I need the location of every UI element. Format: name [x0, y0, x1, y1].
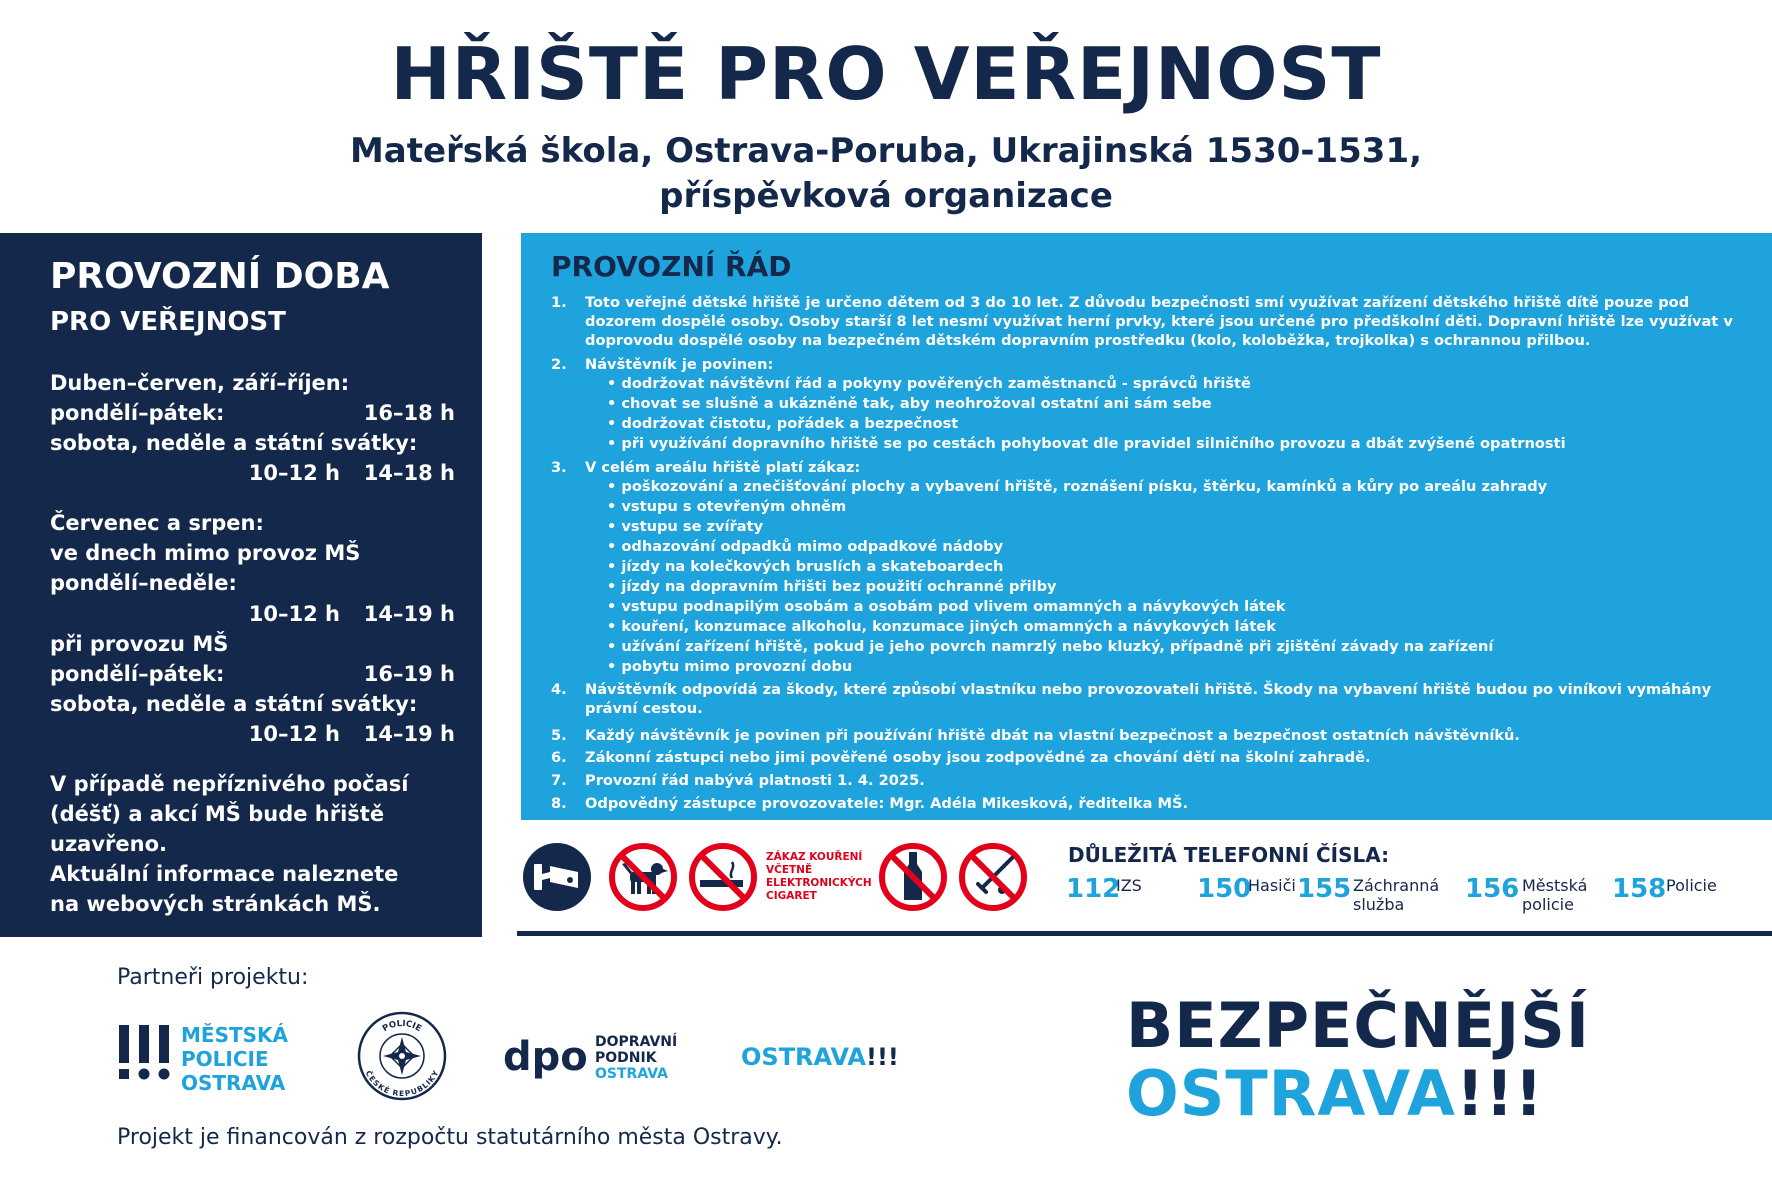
mpo-line3: OSTRAVA — [181, 1071, 286, 1095]
ostrava-word: OSTRAVA — [741, 1043, 867, 1071]
s2-weekend-time2: 14–19 h — [363, 722, 455, 746]
rule-2-bullet: • dodržovat čistotu, pořádek a bezpečnost — [607, 415, 959, 432]
hours-title: PROVOZNÍ DOBA — [50, 256, 390, 297]
rule-text: Návštěvník je povinen: — [585, 356, 774, 373]
dpo-line3: OSTRAVA — [595, 1066, 668, 1082]
rule-3-bullet: • jízdy na kolečkových bruslích a skateboardech — [607, 558, 1004, 575]
rule-text: Návštěvník odpovídá za škody, které způsobí vlastníku nebo provozovateli hřiště. Škody na vybavení hřiště budou po viníkovi vymáhány právní cestou. — [585, 681, 1712, 717]
exclamation-marks-icon — [117, 1025, 173, 1091]
rule-number: 7. — [551, 772, 567, 789]
s2-outside-days: pondělí–neděle: — [50, 571, 237, 595]
no-smoking-icon — [688, 842, 758, 912]
dpo-line2: PODNIK — [595, 1050, 657, 1066]
rule-5 — [551, 726, 1741, 745]
rule-2-bullet: • chovat se slušně a ukázněně tak, aby neohrožoval ostatní ani sám sebe — [607, 395, 1212, 412]
phone-label-ambulance-line1: Záchranná — [1353, 876, 1440, 895]
phone-label-ambulance-line2: služba — [1353, 895, 1405, 914]
mestska-policie-logo — [117, 1023, 307, 1095]
mpo-line2: POLICIE — [181, 1047, 269, 1071]
s2-weekend-label: sobota, neděle a státní svátky: — [50, 692, 418, 716]
s1-weekend-time2: 14–18 h — [363, 461, 455, 485]
opening-hours-panel — [0, 233, 482, 937]
ostrava-city-logo — [741, 1045, 899, 1069]
slogan-line1: BEZPEČNĚJŠÍ — [1126, 989, 1590, 1062]
s2-weekday-time: 16–19 h — [363, 662, 455, 686]
rules-title: PROVOZNÍ ŘÁD — [551, 250, 792, 283]
rule-number: 4. — [551, 681, 567, 698]
page-title: HŘIŠTĚ PRO VEŘEJNOST — [390, 32, 1382, 116]
rule-3-bullet: • kouření, konzumace alkoholu, konzumace jiných omamných a návykových látek — [607, 618, 1276, 635]
rule-1 — [551, 293, 1741, 350]
phones-title: DŮLEŽITÁ TELEFONNÍ ČÍSLA: — [1068, 843, 1390, 867]
s1-weekend-time1: 10–12 h — [248, 461, 340, 485]
no-drugs-icon — [958, 842, 1028, 912]
camera-icon — [522, 842, 592, 912]
rule-3-bullet: • poškozování a znečišťování plochy a vybavení hřiště, roznášení písku, štěrku, kamínků a kůry po areálu zahrady — [607, 478, 1548, 495]
smoking-ban-label: ZÁKAZ KOUŘENÍ VČETNĚ ELEKTRONICKÝCH CIGARET — [766, 851, 872, 902]
phone-label-city-police-line1: Městská — [1522, 876, 1588, 895]
dopravni-podnik-logo — [503, 1030, 693, 1090]
rule-text: Zákonní zástupci nebo jimi pověřené osoby jsou zodpovědné za chování dětí na školní zahradě. — [585, 749, 1371, 766]
rule-8 — [551, 794, 1741, 813]
phone-number-112: 112 — [1066, 874, 1121, 904]
slogan-line2 — [1126, 1057, 1544, 1130]
no-alcohol-icon — [878, 842, 948, 912]
s2-weekday-label: pondělí–pátek: — [50, 662, 225, 686]
season1-label: Duben–červen, září–říjen: — [50, 371, 350, 395]
rule-text: Provozní řád nabývá platnosti 1. 4. 2025. — [585, 772, 925, 789]
phone-label-city-police-line2: policie — [1522, 895, 1574, 914]
rule-3-bullet: • odhazování odpadků mimo odpadkové nádoby — [607, 538, 1004, 555]
mpo-line1: MĚSTSKÁ — [181, 1023, 288, 1047]
phone-number-156: 156 — [1465, 874, 1520, 904]
slogan-marks: !!! — [1455, 1057, 1544, 1130]
rule-number: 3. — [551, 459, 567, 476]
phone-number-155: 155 — [1297, 874, 1352, 904]
rule-text: Toto veřejné dětské hřiště je určeno dětem od 3 do 10 let. Z důvodu bezpečnosti smí využívat zařízení dětského hřiště dítě pouze pod dozorem dospělé osoby. Osoby starší 8 let nesmí využívat herní prvky, které jsou určené pro předškolní děti. Dopravní hřiště lze využívat v doprovodu dospělé osoby na bezpečném dětském dopravním prostředku (kolo, koloběžka, trojkolka) s ochrannou přilbou. — [585, 294, 1733, 349]
dpo-mark-icon — [503, 1036, 589, 1082]
hours-subtitle: PRO VEŘEJNOST — [50, 307, 286, 337]
rule-number: 5. — [551, 727, 567, 744]
phone-number-150: 150 — [1197, 874, 1252, 904]
rule-3-bullet: • vstupu se zvířaty — [607, 518, 764, 535]
rule-text: V celém areálu hřiště platí zákaz: — [585, 459, 861, 476]
s2-outside-label: ve dnech mimo provoz MŠ — [50, 541, 361, 565]
rule-6 — [551, 748, 1741, 767]
rule-3-bullet: • užívání zařízení hřiště, pokud je jeho povrch namrzlý nebo kluzký, případně při zjištění závady na zařízení — [607, 638, 1494, 655]
page-subtitle-line1: Mateřská škola, Ostrava-Poruba, Ukrajinská 1530-1531, — [349, 131, 1423, 171]
weather-note-line1: V případě nepříznivého počasí — [50, 772, 409, 796]
section-divider — [517, 931, 1772, 936]
ostrava-marks: !!! — [866, 1043, 899, 1071]
rule-2 — [551, 355, 1741, 374]
police-cr-seal-logo — [357, 1011, 447, 1101]
dpo-mark: dpo — [503, 1036, 588, 1080]
funding-note: Projekt je financován z rozpočtu statutárního města Ostravy. — [117, 1125, 783, 1150]
rule-3-bullet: • vstupu podnapilým osobám a osobám pod vlivem omamných a návykových látek — [607, 598, 1286, 615]
dpo-line1: DOPRAVNÍ — [595, 1034, 678, 1050]
rule-3-bullet: • pobytu mimo provozní dobu — [607, 658, 853, 675]
slogan-word: OSTRAVA — [1126, 1057, 1456, 1130]
season2-label: Červenec a srpen: — [50, 511, 264, 535]
weather-note-line2: (déšť) a akcí MŠ bude hřiště — [50, 802, 385, 826]
rule-number: 6. — [551, 749, 567, 766]
no-dogs-icon — [608, 842, 678, 912]
phone-number-158: 158 — [1612, 874, 1667, 904]
seal-bottom-text: ČESKÉ REPUBLIKY — [363, 1069, 441, 1099]
rule-text: Každý návštěvník je povinen při používání hřiště dbát na vlastní bezpečnost a bezpečnost ostatních návštěvníků. — [585, 727, 1520, 744]
phone-label-police: Policie — [1666, 876, 1717, 895]
weather-note-line4: Aktuální informace naleznete — [50, 862, 399, 886]
rule-2-bullet: • dodržovat návštěvní řád a pokyny pověřených zaměstnanců - správců hřiště — [607, 375, 1251, 392]
s2-during-label: při provozu MŠ — [50, 632, 229, 656]
s2-outside-time1: 10–12 h — [248, 602, 340, 626]
page-subtitle-line2: příspěvková organizace — [659, 176, 1113, 216]
phone-label-firefighters: Hasiči — [1248, 876, 1296, 895]
rule-number: 8. — [551, 795, 567, 812]
s1-weekday-time: 16–18 h — [363, 401, 455, 425]
phone-label-izs: IZS — [1116, 876, 1142, 895]
weather-note-line5: na webových stránkách MŠ. — [50, 892, 381, 916]
rule-4 — [551, 680, 1741, 718]
rule-number: 1. — [551, 294, 567, 311]
rule-7 — [551, 771, 1741, 790]
rule-number: 2. — [551, 356, 567, 373]
rule-3-bullet: • jízdy na dopravním hřišti bez použití ochranné přilby — [607, 578, 1057, 595]
s1-weekday-label: pondělí–pátek: — [50, 401, 225, 425]
seal-top-text: POLICIE — [380, 1018, 424, 1035]
rule-2-bullet: • při využívání dopravního hřiště se po cestách pohybovat dle pravidel silničního provozu a dbát zvýšené opatrnosti — [607, 435, 1566, 452]
weather-note-line3: uzavřeno. — [50, 832, 167, 856]
rule-3-bullet: • vstupu s otevřeným ohněm — [607, 498, 847, 515]
s2-weekend-time1: 10–12 h — [248, 722, 340, 746]
operating-rules-panel — [521, 233, 1772, 820]
rule-3 — [551, 458, 1741, 477]
rule-text: Odpovědný zástupce provozovatele: Mgr. Adéla Mikesková, ředitelka MŠ. — [585, 795, 1189, 812]
partners-label: Partneři projektu: — [117, 965, 309, 990]
s2-outside-time2: 14–19 h — [363, 602, 455, 626]
s1-weekend-label: sobota, neděle a státní svátky: — [50, 431, 418, 455]
